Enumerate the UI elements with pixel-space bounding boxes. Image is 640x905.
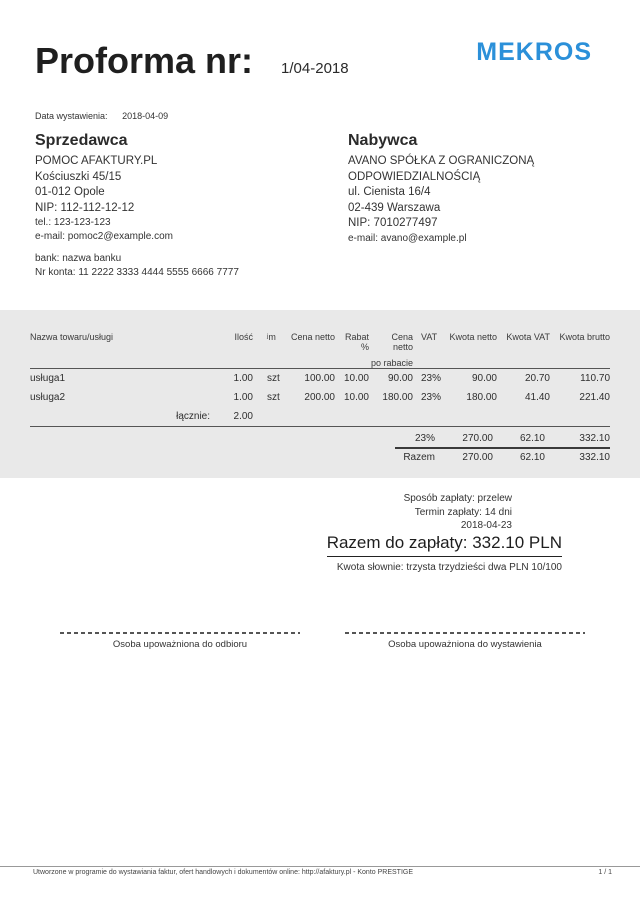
items-header-row xyxy=(30,326,610,369)
seller-street: Kościuszki 45/15 xyxy=(35,170,122,183)
buyer-heading: Nabywca xyxy=(348,132,418,149)
issue-date-value: 2018-04-09 xyxy=(122,111,169,121)
payment-method: Sposób zapłaty: przelew xyxy=(403,493,512,504)
item-row: usługa2 1.00 szt 200.00 10.00 180.00 23% 180.00 41.40 221.40 xyxy=(30,392,610,403)
col-price-after: Cena netto po rabacie xyxy=(370,332,413,368)
col-vat-rate: VAT xyxy=(421,332,438,342)
col-net: Kwota netto xyxy=(449,332,497,342)
brand-logo: MEKROS xyxy=(476,38,592,66)
payment-terms xyxy=(404,492,512,533)
seller-block xyxy=(35,131,325,279)
payment-due-date: 2018-04-23 xyxy=(460,520,512,531)
signature-issuer-label: Osoba upoważniona do wystawienia xyxy=(388,639,542,650)
seller-account: Nr konta: 11 2222 3333 4444 5555 6666 7777 xyxy=(35,266,239,278)
payment-term: Termin zapłaty: 14 dni xyxy=(414,506,512,518)
items-total-qty: 2.00 xyxy=(233,411,253,422)
buyer-block xyxy=(348,131,638,245)
total-due: Razem do zapłaty: 332.10 PLN xyxy=(327,533,562,557)
col-unit: ʲm xyxy=(267,332,276,342)
signature-issuer xyxy=(345,632,585,650)
col-gross: Kwota brutto xyxy=(559,332,610,342)
buyer-name-line1: AVANO SPÓŁKA Z OGRANICZONĄ xyxy=(348,155,535,167)
footer-page-number: 1 / 1 xyxy=(598,869,612,876)
items-total-row xyxy=(30,407,610,427)
items-total-label: łącznie: xyxy=(176,411,210,422)
signature-line xyxy=(345,632,585,634)
seller-phone: tel.: 123-123-123 xyxy=(35,217,111,228)
footer-divider xyxy=(0,866,640,867)
vat-summary xyxy=(395,430,610,466)
document-header xyxy=(35,40,349,82)
seller-name: POMOC AFAKTURY.PL xyxy=(35,155,158,167)
signature-receiver-label: Osoba upoważniona do odbioru xyxy=(112,639,248,650)
items-table xyxy=(30,326,610,427)
seller-nip: NIP: 112-112-12-12 xyxy=(35,201,135,214)
buyer-email: e-mail: avano@example.pl xyxy=(348,232,467,244)
signature-line xyxy=(60,632,300,634)
col-vat: Kwota VAT xyxy=(506,332,550,342)
seller-heading: Sprzedawca xyxy=(35,132,128,149)
page-title: Proforma nr: xyxy=(35,40,254,81)
invoice-number: 1/04-2018 xyxy=(281,60,349,77)
footer-info: Utworzone w programie do wystawiania faktur, ofert handlowych i dokumentów online: http://afaktury.pl - Konto PRESTIGE xyxy=(33,869,413,876)
buyer-nip: NIP: 7010277497 xyxy=(348,217,438,229)
amount-in-words: Kwota słownie: trzysta trzydzieści dwa PLN 10/100 xyxy=(336,562,562,573)
buyer-name-line2: ODPOWIEDZIALNOŚCIĄ xyxy=(348,170,481,183)
col-name: Nazwa towaru/usługi xyxy=(30,332,114,342)
issue-date-label: Data wystawienia: xyxy=(35,111,108,121)
vat-summary-total-row: Razem 270.00 62.10 332.10 xyxy=(403,452,610,463)
items-table-band xyxy=(0,310,640,478)
buyer-street: ul. Cienista 16/4 xyxy=(348,186,431,198)
seller-email: e-mail: pomoc2@example.com xyxy=(35,230,173,242)
buyer-city: 02-439 Warszawa xyxy=(348,201,441,214)
seller-bank: bank: nazwa banku xyxy=(35,253,122,264)
seller-gap xyxy=(35,243,325,252)
seller-city: 01-012 Opole xyxy=(35,186,105,198)
vat-summary-row: 23% 270.00 62.10 332.10 xyxy=(395,430,610,448)
col-price-net: Cena netto xyxy=(290,332,335,342)
signature-receiver xyxy=(60,632,300,650)
col-discount: Rabat % xyxy=(344,332,369,352)
issue-date-row xyxy=(35,111,168,121)
col-qty: Ilość xyxy=(234,332,253,342)
item-row: usługa1 1.00 szt 100.00 10.00 90.00 23% 90.00 20.70 110.70 xyxy=(30,373,610,384)
